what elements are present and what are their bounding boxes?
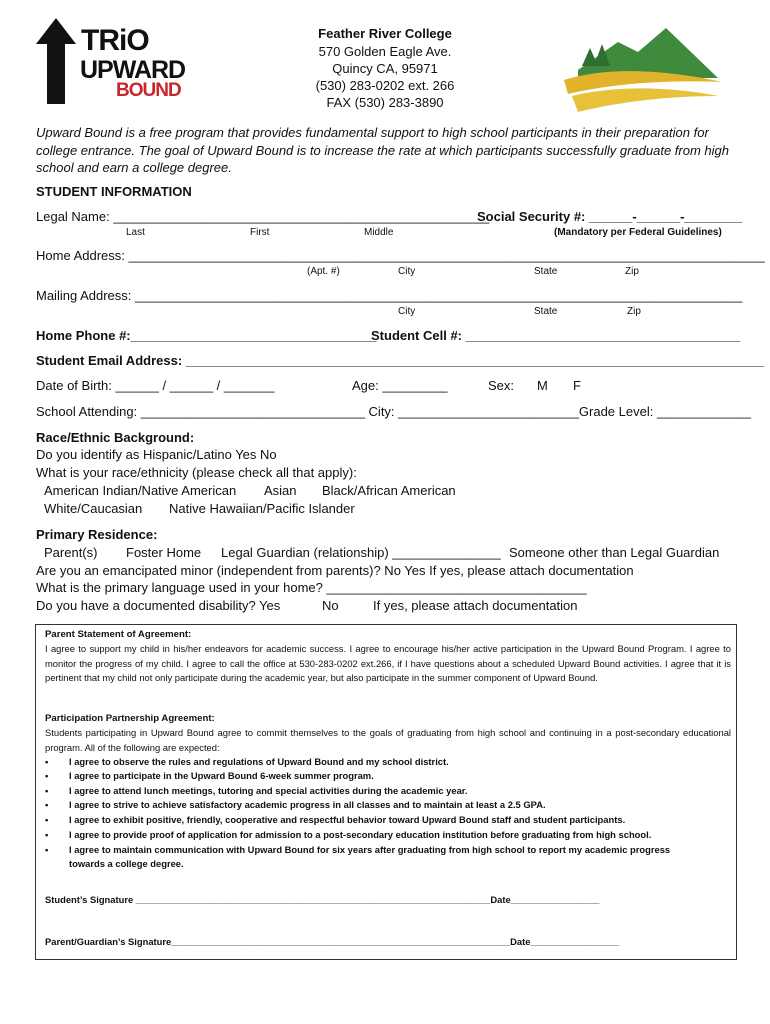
logo-trio: TRiO (81, 24, 149, 57)
student-cell-field[interactable]: Student Cell #: ______________________________________ (371, 328, 741, 343)
college-phone: (530) 283-0202 ext. 266 (315, 78, 455, 93)
agreement-item: • I agree to exhibit positive, friendly, cooperative and respectful behavior toward Upward Bound staff and student participants. (45, 814, 626, 825)
parent-statement-heading: Parent Statement of Agreement: (45, 629, 192, 640)
college-fax: FAX (530) 283-3890 (326, 95, 444, 110)
college-address-2: Quincy CA, 95971 (332, 61, 438, 76)
mountain-river-icon (558, 22, 726, 118)
label-zip-mail: Zip (627, 306, 641, 317)
parent-statement-text: I agree to support my child in his/her endeavors for academic success. I agree to encourage his/her active participation in the Upward Bound Program. I agree to monitor the progress of my child. I agree to call the office at 530-283-0202 ext.266, if I have questions about a scheduled Upward Bound activities. I agree that it is pertinent that my child not only participate during the academic year, but also participate in the summer component of Upward Bound. (45, 643, 731, 684)
residence-parents-checkbox[interactable]: Parent(s) (44, 545, 98, 560)
student-signature-line[interactable]: Student’s Signature ____________________________________________________________________Date_________________ (45, 894, 600, 905)
label-last: Last (126, 227, 145, 238)
language-field[interactable]: What is the primary language used in your home? ____________________________________ (36, 580, 587, 595)
race-hawaiian-checkbox[interactable]: Native Hawaiian/Pacific Islander (169, 501, 355, 516)
residence-guardian-checkbox[interactable]: Legal Guardian (relationship) _______________ (221, 545, 501, 560)
race-question: What is your race/ethnicity (please check all that apply): (36, 465, 357, 480)
agreement-item: • I agree to strive to achieve satisfactory academic progress in all classes and to maintain at least a 2.5 GPA. (45, 799, 546, 810)
sex-label: Sex: (488, 378, 515, 393)
disability-no-checkbox[interactable]: No (322, 598, 339, 613)
label-state-mail: State (534, 306, 558, 317)
student-info-heading: STUDENT INFORMATION (36, 184, 192, 199)
logo-upward: UPWARD (80, 56, 186, 84)
intro-paragraph: Upward Bound is a free program that provides fundamental support to high school participants in their preparation for college entrance. The goal of Upward Bound is to increase the rate at which participants successfully graduate from high school and earn a college degree. (36, 125, 729, 175)
label-state-home: State (534, 266, 558, 277)
disability-attach-note: If yes, please attach documentation (373, 598, 578, 613)
race-heading: Race/Ethnic Background: (36, 430, 195, 445)
dob-field[interactable]: Date of Birth: ______ / ______ / _______ (36, 378, 275, 393)
partnership-heading: Participation Partnership Agreement: (45, 713, 215, 724)
race-asian-checkbox[interactable]: Asian (264, 483, 297, 498)
sex-m-checkbox[interactable]: M (537, 378, 548, 393)
label-city-mail: City (398, 306, 416, 317)
label-mandatory: (Mandatory per Federal Guidelines) (554, 227, 722, 238)
agreement-item: • I agree to observe the rules and regulations of Upward Bound and my school district. (45, 756, 449, 767)
student-email-field[interactable]: Student Email Address: ________________________________________________________________________________ (36, 353, 765, 368)
school-attending-field[interactable]: School Attending: _______________________________ City: _________________________Grade Level: _____________ (36, 404, 751, 419)
label-first: First (250, 227, 270, 238)
legal-name-field[interactable]: Legal Name: ____________________________________________________ (36, 209, 490, 224)
residence-foster-checkbox[interactable]: Foster Home (126, 545, 202, 560)
parent-signature-line[interactable]: Parent/Guardian’s Signature_________________________________________________________________Date_________________ (45, 936, 620, 947)
label-apt: (Apt. #) (307, 266, 340, 277)
agreement-box (35, 624, 737, 960)
label-city-home: City (398, 266, 416, 277)
college-address-1: 570 Golden Eagle Ave. (318, 44, 452, 59)
logo-bound: BOUND (116, 80, 181, 101)
age-field[interactable]: Age: _________ (352, 378, 448, 393)
home-phone-field[interactable]: Home Phone #:__________________________________ (36, 328, 377, 343)
race-american-indian-checkbox[interactable]: American Indian/Native American (44, 483, 237, 498)
agreement-item: • I agree to maintain communication with Upward Bound for six years after graduating from high school to report my academic progress (45, 844, 671, 855)
race-black-checkbox[interactable]: Black/African American (322, 483, 456, 498)
home-address-field[interactable]: Home Address: ________________________________________________________________________________________ (36, 248, 765, 263)
partnership-text: Students participating in Upward Bound agree to commit themselves to the goals of graduating from high school and continuing in a post-secondary educational program. All of the following are expected: (45, 727, 731, 753)
upward-bound-logo (36, 18, 201, 104)
residence-heading: Primary Residence: (36, 527, 158, 542)
sex-f-checkbox[interactable]: F (573, 378, 581, 393)
emancipated-question[interactable]: Are you an emancipated minor (independent from parents)? No Yes If yes, please attach documentation (36, 563, 634, 578)
ssn-field[interactable]: Social Security #: ______-______-________ (477, 209, 743, 224)
feather-river-logo (558, 22, 726, 118)
mailing-address-field[interactable]: Mailing Address: ____________________________________________________________________________________ (36, 288, 743, 303)
label-zip-home: Zip (625, 266, 639, 277)
agreement-item-continued: towards a college degree. (69, 858, 184, 869)
college-name: Feather River College (318, 26, 452, 41)
agreement-item: • I agree to provide proof of application for admission to a post-secondary education institution before graduating from high school. (45, 829, 652, 840)
race-white-checkbox[interactable]: White/Caucasian (44, 501, 143, 516)
disability-yes-checkbox[interactable]: Do you have a documented disability? Yes (36, 598, 281, 613)
label-middle: Middle (364, 227, 394, 238)
agreement-item: • I agree to participate in the Upward Bound 6-week summer program. (45, 770, 374, 781)
residence-someone-checkbox[interactable]: Someone other than Legal Guardian (509, 545, 720, 560)
agreement-item: • I agree to attend lunch meetings, tutoring and special activities during the academic year. (45, 785, 468, 796)
hispanic-question[interactable]: Do you identify as Hispanic/Latino Yes No (36, 447, 277, 462)
